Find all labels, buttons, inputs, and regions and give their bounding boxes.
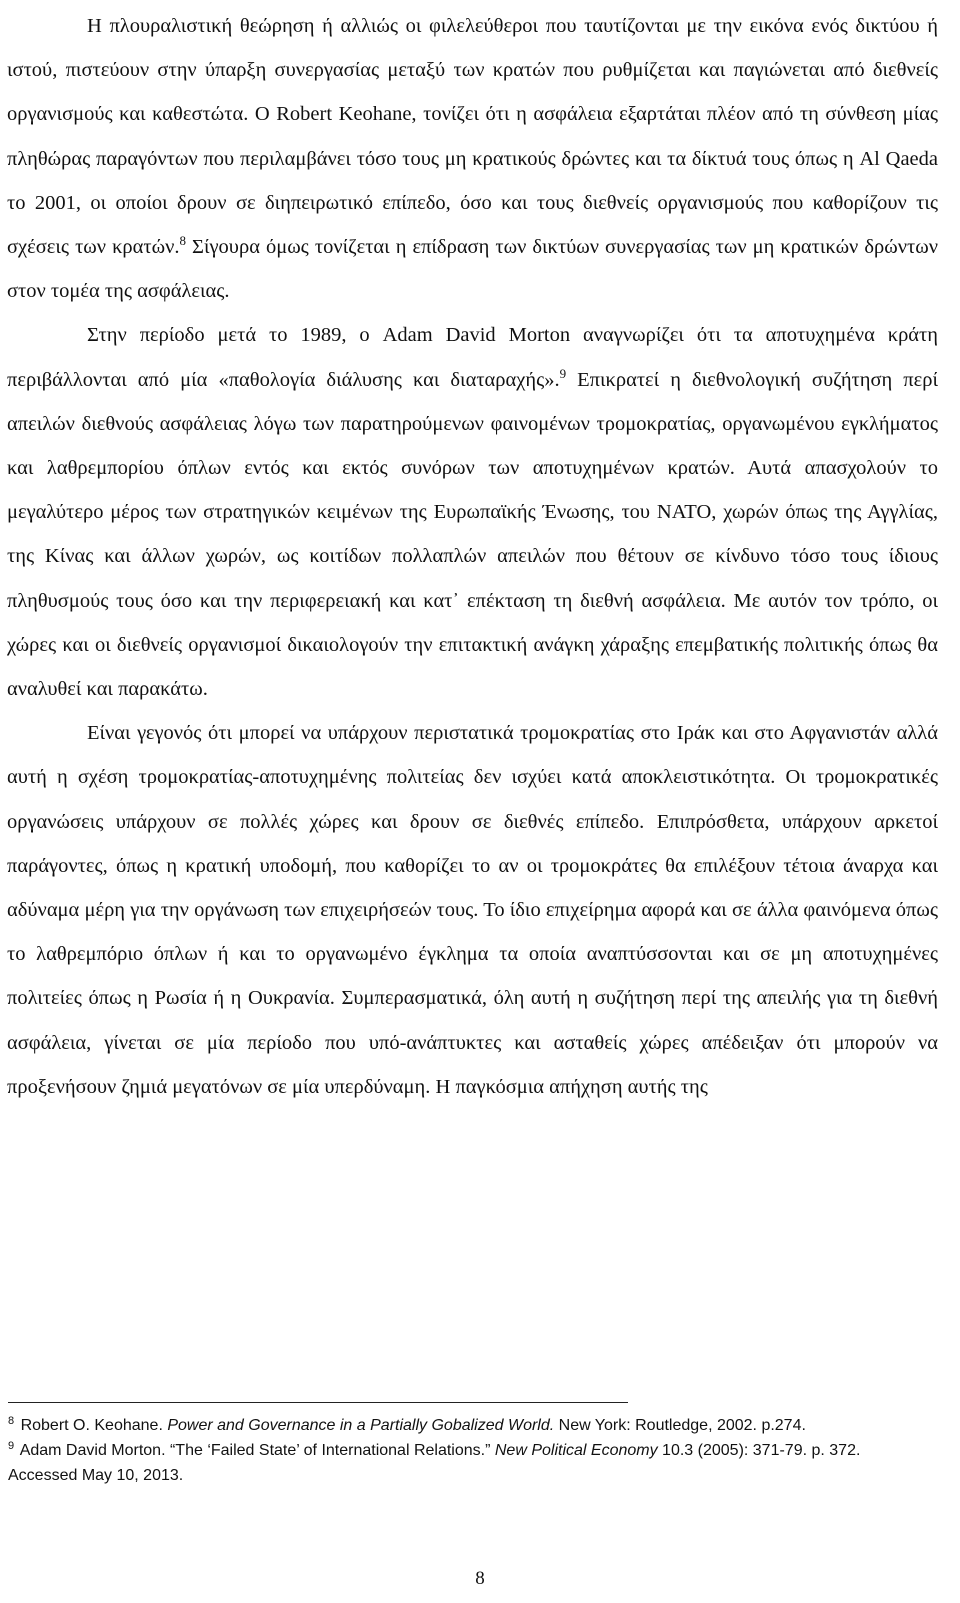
footnotes bbox=[8, 1413, 933, 1488]
footnote-divider bbox=[8, 1402, 628, 1403]
paragraph-2-text-b: Επικρατεί η διεθνολογική συζήτηση περί απειλών διεθνούς ασφάλειας λόγω των παρατηρούμενων φαινομένων τρομοκρατίας, οργανωμένου εγκλήματος και λαθρεμπορίου όπλων εντός και εκτός συνόρων των αποτυχημένων κρατών. Αυτά απασχολούν το μεγαλύτερο μέρος των στρατηγικών κειμένων της Ευρωπαϊκής Ένωσης, του ΝΑΤΟ, χωρών όπως της Αγγλίας, της Κίνας και άλλων χωρών, ως κοιτίδων πολλαπλών απειλών που θέτουν σε κίνδυνο τόσο τους ίδιους πληθυσμούς τους όσο και την περιφερειακή και κατ᾽ επέκταση τη διεθνή ασφάλεια. Με αυτόν τον τρόπο, οι χώρες και οι διεθνείς οργανισμοί δικαιολογούν την επιτακτική ανάγκη χάραξης επεμβατικής πολιτικής όπως θα αναλυθεί και παρακάτω. bbox=[7, 368, 939, 701]
footnote-8 bbox=[8, 1413, 933, 1438]
footnote-text: 10.3 (2005): 371-79. p. 372. Accessed May 10, 2013. bbox=[8, 1442, 861, 1484]
paragraph-1-text-b: Σίγουρα όμως τονίζεται η επίδραση των δικτύων συνεργασίας των μη κρατικών δρώντων στον τομέα της ασφάλειας. bbox=[7, 236, 939, 303]
page-number: 8 bbox=[475, 1568, 485, 1589]
footnote-ref-8[interactable]: 8 bbox=[179, 233, 187, 249]
footnote-ref-9[interactable]: 9 bbox=[559, 365, 567, 381]
footnote-number: 8 bbox=[8, 1414, 15, 1427]
body-paragraph-2 bbox=[7, 313, 938, 711]
footnote-title: Power and Governance in a Partially Gobalized World. bbox=[167, 1417, 555, 1434]
paragraph-2-text-a: Στην περίοδο μετά το 1989, ο Adam David Morton αναγνωρίζει ότι τα αποτυχημένα κράτη περιβάλλονται από μία «παθολογία διάλυσης και διαταραχής». bbox=[7, 324, 938, 391]
footnote-text: Robert O. Keohane. bbox=[16, 1417, 168, 1434]
paragraph-1-text-a: Η πλουραλιστική θεώρηση ή αλλιώς οι φιλελεύθεροι που ταυτίζονται με την εικόνα ενός δικτύου ή ιστού, πιστεύουν στην ύπαρξη συνεργασίας μεταξύ των κρατών που ρυθμίζεται και παγιώνεται από διεθνείς οργανισμούς και καθεστώτα. Ο Robert Keohane, τονίζει ότι η ασφάλεια εξαρτάται πλέον από τη σύνθεση μίας πληθώρας παραγόντων που περιλαμβάνει τόσο τους μη κρατικούς δρώντες και τα δίκτυά τους όπως η Al Qaeda το 2001, οι οποίοι δρουν σε διηπειρωτικό επίπεδο, όσο και τους διεθνείς οργανισμούς που καθορίζουν τις σχέσεις των κρατών. bbox=[7, 15, 938, 259]
footnote-9 bbox=[8, 1438, 933, 1488]
footnote-number: 9 bbox=[8, 1439, 15, 1452]
body-paragraph-1 bbox=[7, 4, 938, 313]
footnote-title: New Political Economy bbox=[494, 1442, 658, 1459]
footnote-text: Adam David Morton. “The ‘Failed State’ of International Relations.” bbox=[16, 1442, 495, 1459]
body-paragraph-3: Είναι γεγονός ότι μπορεί να υπάρχουν περιστατικά τρομοκρατίας στο Ιράκ και στο Αφγανιστάν αλλά αυτή η σχέση τρομοκρατίας-αποτυχημένης πολιτείας δεν ισχύει κατά αποκλειστικότητα. Οι τρομοκρατικές οργανώσεις υπάρχουν σε πολλές χώρες και δρουν σε διεθνές επίπεδο. Επιπρόσθετα, υπάρχουν αρκετοί παράγοντες, όπως η κρατική υποδομή, που καθορίζει το αν οι τρομοκράτες θα επιλέξουν τέτοια άναρχα και αδύναμα μέρη για την οργάνωση των επιχειρήσεών τους. Το ίδιο επιχείρημα αφορά και σε άλλα φαινόμενα όπως το λαθρεμπόριο όπλων ή και το οργανωμένο έγκλημα τα οποία αναπτύσσονται και σε μη αποτυχημένες πολιτείες όπως η Ρωσία ή η Ουκρανία. Συμπερασματικά, όλη αυτή η συζήτηση περί της απειλής για τη διεθνή ασφάλεια, γίνεται σε μία περίοδο που υπό-ανάπτυκτες και ασταθείς χώρες απέδειξαν ότι μπορούν να προξενήσουν ζημιά μεγατόνων σε μία υπερδύναμη. Η παγκόσμια απήχηση αυτής της bbox=[7, 722, 938, 1098]
footnote-text: New York: Routledge, 2002. p.274. bbox=[554, 1417, 806, 1434]
